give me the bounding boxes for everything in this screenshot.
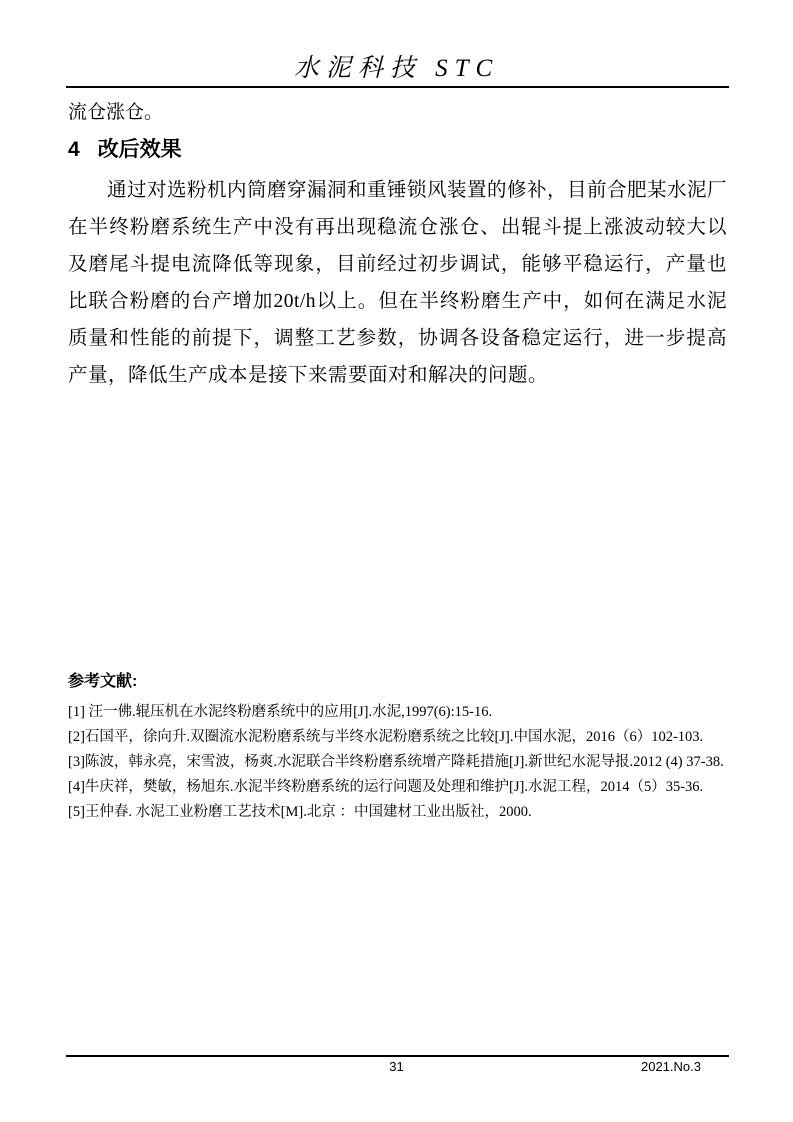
reference-item: [4]牛庆祥，樊敏，杨旭东.水泥半终粉磨系统的运行问题及处理和维护[J].水泥工程，2014（5）35-36.: [68, 779, 704, 795]
reference-item: [3]陈波，韩永亮，宋雪波，杨爽.水泥联合半终粉磨系统增产降耗措施[J].新世纪水泥导报.2012 (4) 37-38.: [68, 754, 724, 770]
section-title: 改后效果: [97, 138, 182, 161]
main-paragraph: 通过对选粉机内筒磨穿漏洞和重锤锁风装置的修补，目前合肥某水泥厂在半终粉磨系统生产中没有再出现稳流仓涨仓、出辊斗提上涨波动较大以及磨尾斗提电流降低等现象，目前经过初步调试，能够平稳运行，产量也比联合粉磨的台产增加20t/h以上。但在半终粉磨生产中，如何在满足水泥质量和性能的前提下，调整工艺参数，协调各设备稳定运行，进一步提高产量，降低生产成本是接下来需要面对和解决的问题。: [68, 180, 728, 386]
section-number: 4: [68, 138, 80, 161]
header-rule: [66, 86, 729, 88]
body-block: [68, 100, 727, 394]
reference-item: [1] 汪一佛.辊压机在水泥终粉磨系统中的应用[J].水泥,1997(6):15-16.: [68, 704, 493, 720]
reference-item: [2]石国平，徐向升.双圈流水泥粉磨系统与半终水泥粉磨系统之比较[J].中国水泥，2016（6）102-103.: [68, 729, 704, 745]
footer-issue-number: 2021.No.3: [641, 1059, 701, 1074]
reference-item: [5]王仲春. 水泥工业粉磨工艺技术[M].北京 ：中国建材工业出版社，2000.: [68, 804, 532, 820]
journal-header-title: 水泥科技 STC: [293, 55, 500, 82]
footer-rule: [66, 1055, 729, 1057]
references-section: [68, 670, 753, 825]
section-heading: [68, 135, 727, 165]
carryover-text: 流仓涨仓。: [68, 102, 164, 123]
footer-page-number: 31: [389, 1059, 404, 1074]
references-heading: 参考文献:: [68, 673, 138, 690]
